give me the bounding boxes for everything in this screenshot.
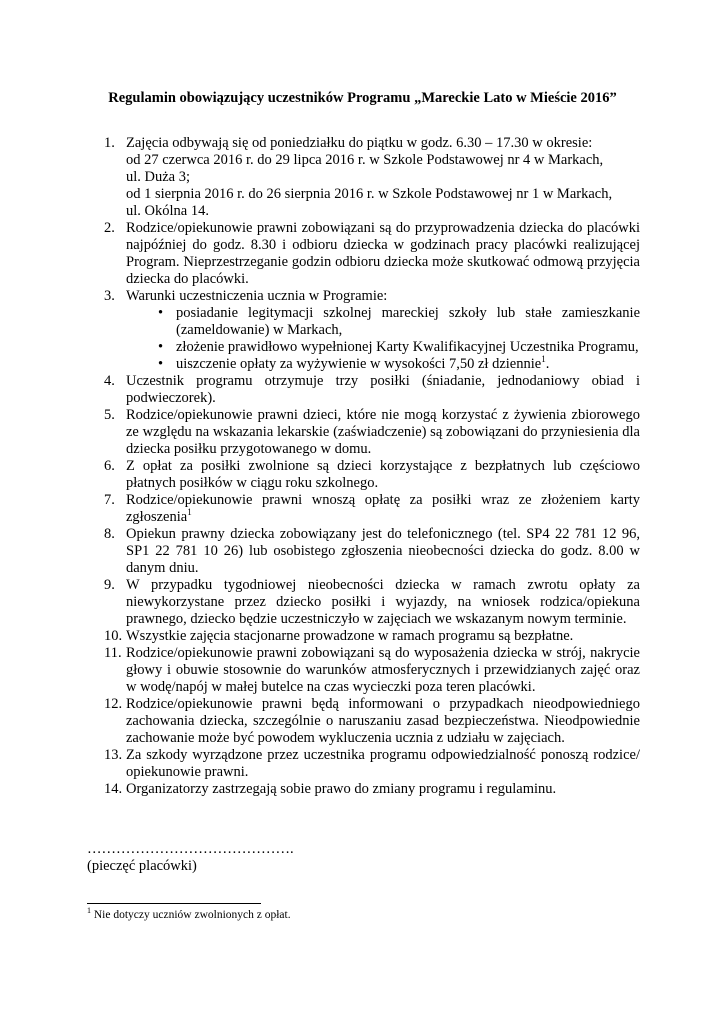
signature-line: ……………………………………. (87, 841, 294, 857)
list-item-14 (104, 781, 640, 798)
list-item-4 (104, 373, 640, 407)
bullet-icon: • (158, 305, 164, 321)
item-number: 12. (104, 696, 123, 712)
list-item-6 (104, 458, 640, 492)
item-text: Rodzice/opiekunowie prawni zobowiązani są do przyprowadzenia dziecka do placówki najpóźniej do godz. 8.30 i odbioru dziecka w godzinach pracy placówki realizującej Program. Nieprzestrzeganie godzin odbioru dziecka może skutkować odmową przyjęcia dziecka do placówki. (126, 220, 640, 287)
item-line: ul. Duża 3; (126, 169, 191, 185)
item-number: 10. (104, 628, 123, 644)
item-text: Rodzice/opiekunowie prawni zobowiązani są do wyposażenia dziecka w strój, nakrycie głowy i obuwie stosownie do warunków atmosferycznych i przewidzianych zajęć oraz w wodę/napój w małej butelce na czas wycieczki poza teren placówki. (126, 645, 640, 695)
stamp-label: (pieczęć placówki) (87, 858, 197, 874)
bullet-end: . (545, 356, 550, 372)
footnote-ref: 1 (187, 507, 192, 518)
item-line: od 27 czerwca 2016 r. do 29 lipca 2016 r. w Szkole Podstawowej nr 4 w Markach, (126, 152, 604, 168)
regulation-list (104, 135, 640, 798)
item-text: Rodzice/opiekunowie prawni dzieci, które nie mogą korzystać z żywienia zbiorowego ze względu na wskazania lekarskie (zaświadczenie) są zobowiązani do przyniesienia dla dziecka posiłku przygotowanego w domu. (126, 407, 640, 457)
list-item-2 (104, 220, 640, 288)
item-number: 4. (104, 373, 115, 389)
item-text: Wszystkie zajęcia stacjonarne prowadzone w ramach programu są bezpłatne. (126, 628, 574, 644)
item-line: ul. Okólna 14. (126, 203, 209, 219)
item-text: Uczestnik programu otrzymuje trzy posiłki (śniadanie, jednodaniowy obiad i podwieczorek). (126, 373, 640, 406)
list-item-1 (104, 135, 640, 220)
footnote (87, 908, 291, 922)
list-item-11 (104, 645, 640, 696)
document-title: Regulamin obowiązujący uczestników Programu „Mareckie Lato w Mieście 2016” (108, 90, 617, 106)
item-text: Rodzice/opiekunowie prawni będą informowani o przypadkach nieodpowiedniego zachowania dziecka, szczególnie o naruszaniu zasad bezpieczeństwa. Nieodpowiednie zachowanie może być powodem wykluczenia ucznia z udziału w zajęciach. (126, 696, 640, 746)
list-item-13 (104, 747, 640, 781)
list-item-10 (104, 628, 640, 645)
item-number: 7. (104, 492, 115, 508)
footnote-ref: 1 (541, 354, 546, 365)
list-item-12 (104, 696, 640, 747)
item-number: 2. (104, 220, 115, 236)
bullet-text: posiadanie legitymacji szkolnej mareckiej szkoły lub stałe zamieszkanie (zameldowanie) w Markach, (176, 305, 640, 338)
item-number: 14. (104, 781, 123, 797)
list-item-5 (104, 407, 640, 458)
bullet-item (126, 356, 640, 373)
list-item-9 (104, 577, 640, 628)
bullet-item (126, 305, 640, 339)
item-text: Warunki uczestniczenia ucznia w Programie: (126, 288, 388, 304)
item-number: 9. (104, 577, 115, 593)
item-number: 11. (104, 645, 122, 661)
footnote-mark: 1 (87, 906, 91, 916)
item-line: Zajęcia odbywają się od poniedziałku do piątku w godz. 6.30 – 17.30 w okresie: (126, 135, 593, 151)
item-line: od 1 sierpnia 2016 r. do 26 sierpnia 2016 r. w Szkole Podstawowej nr 1 w Markach, (126, 186, 613, 202)
item-number: 3. (104, 288, 115, 304)
list-item-8 (104, 526, 640, 577)
item-number: 1. (104, 135, 115, 151)
bullet-line (176, 356, 640, 373)
list-item-3 (104, 288, 640, 373)
item-text: Rodzice/opiekunowie prawni wnoszą opłatę za posiłki wraz ze złożeniem karty zgłoszenia (126, 492, 640, 525)
item-number: 13. (104, 747, 123, 763)
bullet-item (126, 339, 640, 356)
item-text: Opiekun prawny dziecka zobowiązany jest do telefonicznego (tel. SP4 22 781 12 96, SP1 22 781 10 26) lub osobistego zgłoszenia nieobecności dziecka do godz. 8.00 w danym dniu. (126, 526, 640, 576)
footnote-text: Nie dotyczy uczniów zwolnionych z opłat. (91, 909, 291, 921)
item-text: W przypadku tygodniowej nieobecności dziecka w ramach zwrotu opłaty za niewykorzystane przez dziecko posiłki i wyjazdy, na wniosek rodzica/opiekuna prawnego, dziecko będzie uczestniczyło w zajęciach we wskazanym nowym terminie. (126, 577, 640, 627)
item-number: 8. (104, 526, 115, 542)
footnote-divider (87, 903, 261, 904)
list-item-7 (104, 492, 640, 526)
item-text: Organizatorzy zastrzegają sobie prawo do zmiany programu i regulaminu. (126, 781, 557, 797)
item-number: 6. (104, 458, 115, 474)
bullet-text: uiszczenie opłaty za wyżywienie w wysokości 7,50 zł dziennie (176, 356, 542, 372)
item-text: Za szkody wyrządzone przez uczestnika programu odpowiedzialność ponoszą rodzice/ opiekunowie prawni. (126, 747, 640, 780)
item-text: Z opłat za posiłki zwolnione są dzieci korzystające z bezpłatnych lub częściowo płatnych posiłków w ciągu roku szkolnego. (126, 458, 640, 491)
bullet-text: złożenie prawidłowo wypełnionej Karty Kwalifikacyjnej Uczestnika Programu, (176, 339, 639, 355)
item-number: 5. (104, 407, 115, 423)
bullet-icon: • (158, 339, 164, 355)
bullet-icon: • (158, 356, 164, 372)
item-line (126, 492, 640, 526)
